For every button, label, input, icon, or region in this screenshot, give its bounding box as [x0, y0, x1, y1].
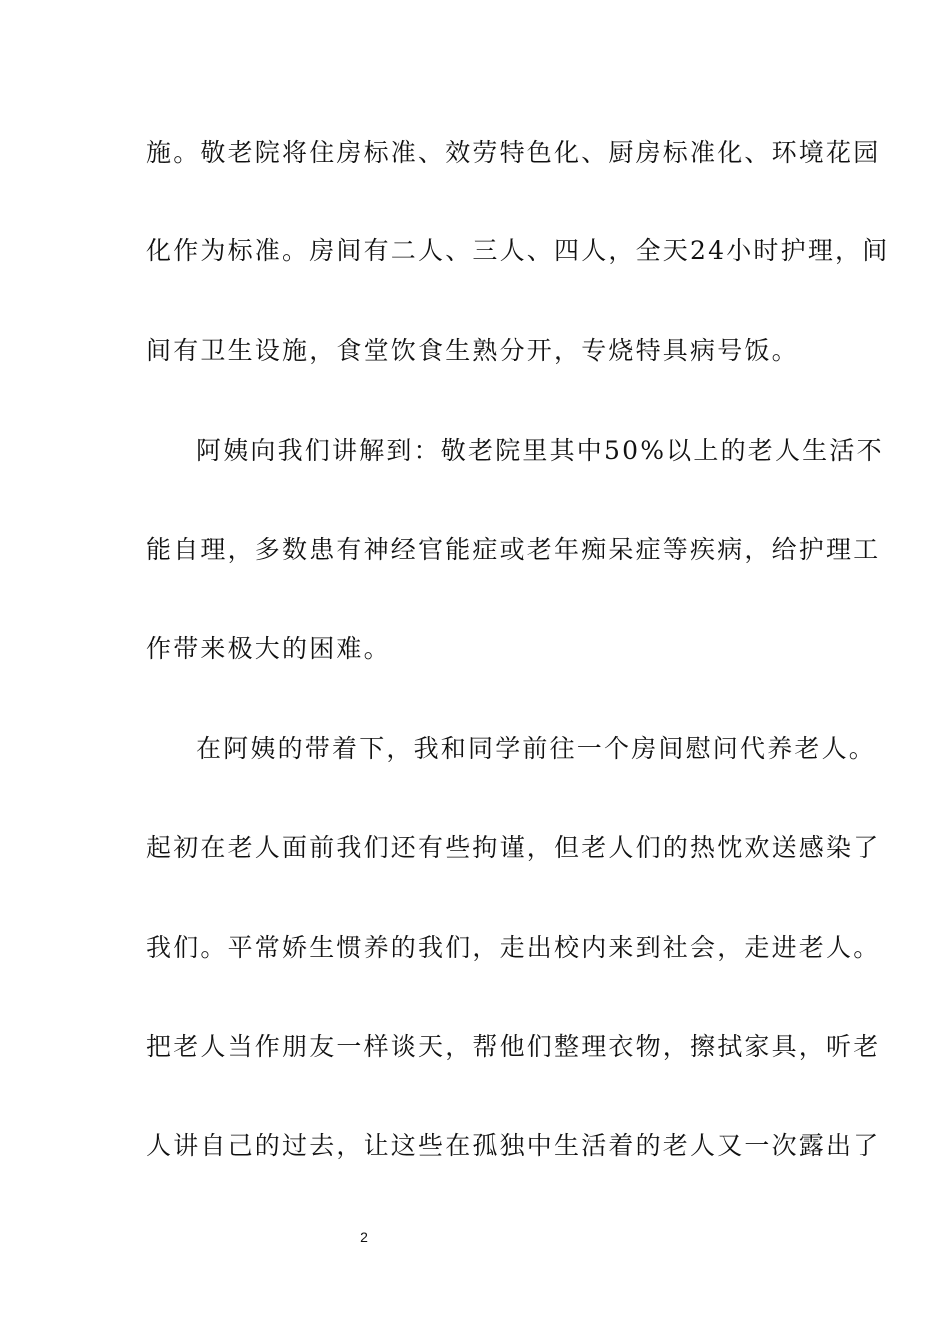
text-line-3: 间有卫生设施，食堂饮食生熟分开，专烧特具病号饭。 [146, 336, 799, 365]
text-line-10: 把老人当作朋友一样谈天，帮他们整理衣物，擦拭家具，听老 [146, 1032, 881, 1061]
paragraph-start-line-7: 在阿姨的带着下，我和同学前往一个房间慰问代养老人。 [196, 734, 877, 763]
paragraph-start-line-4: 阿姨向我们讲解到：敬老院里其中50%以上的老人生活不 [196, 436, 884, 465]
text-line-6: 作带来极大的困难。 [146, 634, 391, 663]
text-line-5: 能自理，多数患有神经官能症或老年痴呆症等疾病，给护理工 [146, 535, 881, 564]
text-line-1: 施。敬老院将住房标准、效劳特色化、厨房标准化、环境花园 [146, 138, 881, 167]
text-line-11: 人讲自己的过去，让这些在孤独中生活着的老人又一次露出了 [146, 1131, 881, 1160]
page-number: 2 [360, 1229, 368, 1245]
text-line-9: 我们。平常娇生惯养的我们，走出校内来到社会，走进老人。 [146, 933, 881, 962]
text-line-2: 化作为标准。房间有二人、三人、四人，全天24小时护理，间 [146, 236, 890, 265]
text-line-8: 起初在老人面前我们还有些拘谨，但老人们的热忱欢送感染了 [146, 833, 881, 862]
